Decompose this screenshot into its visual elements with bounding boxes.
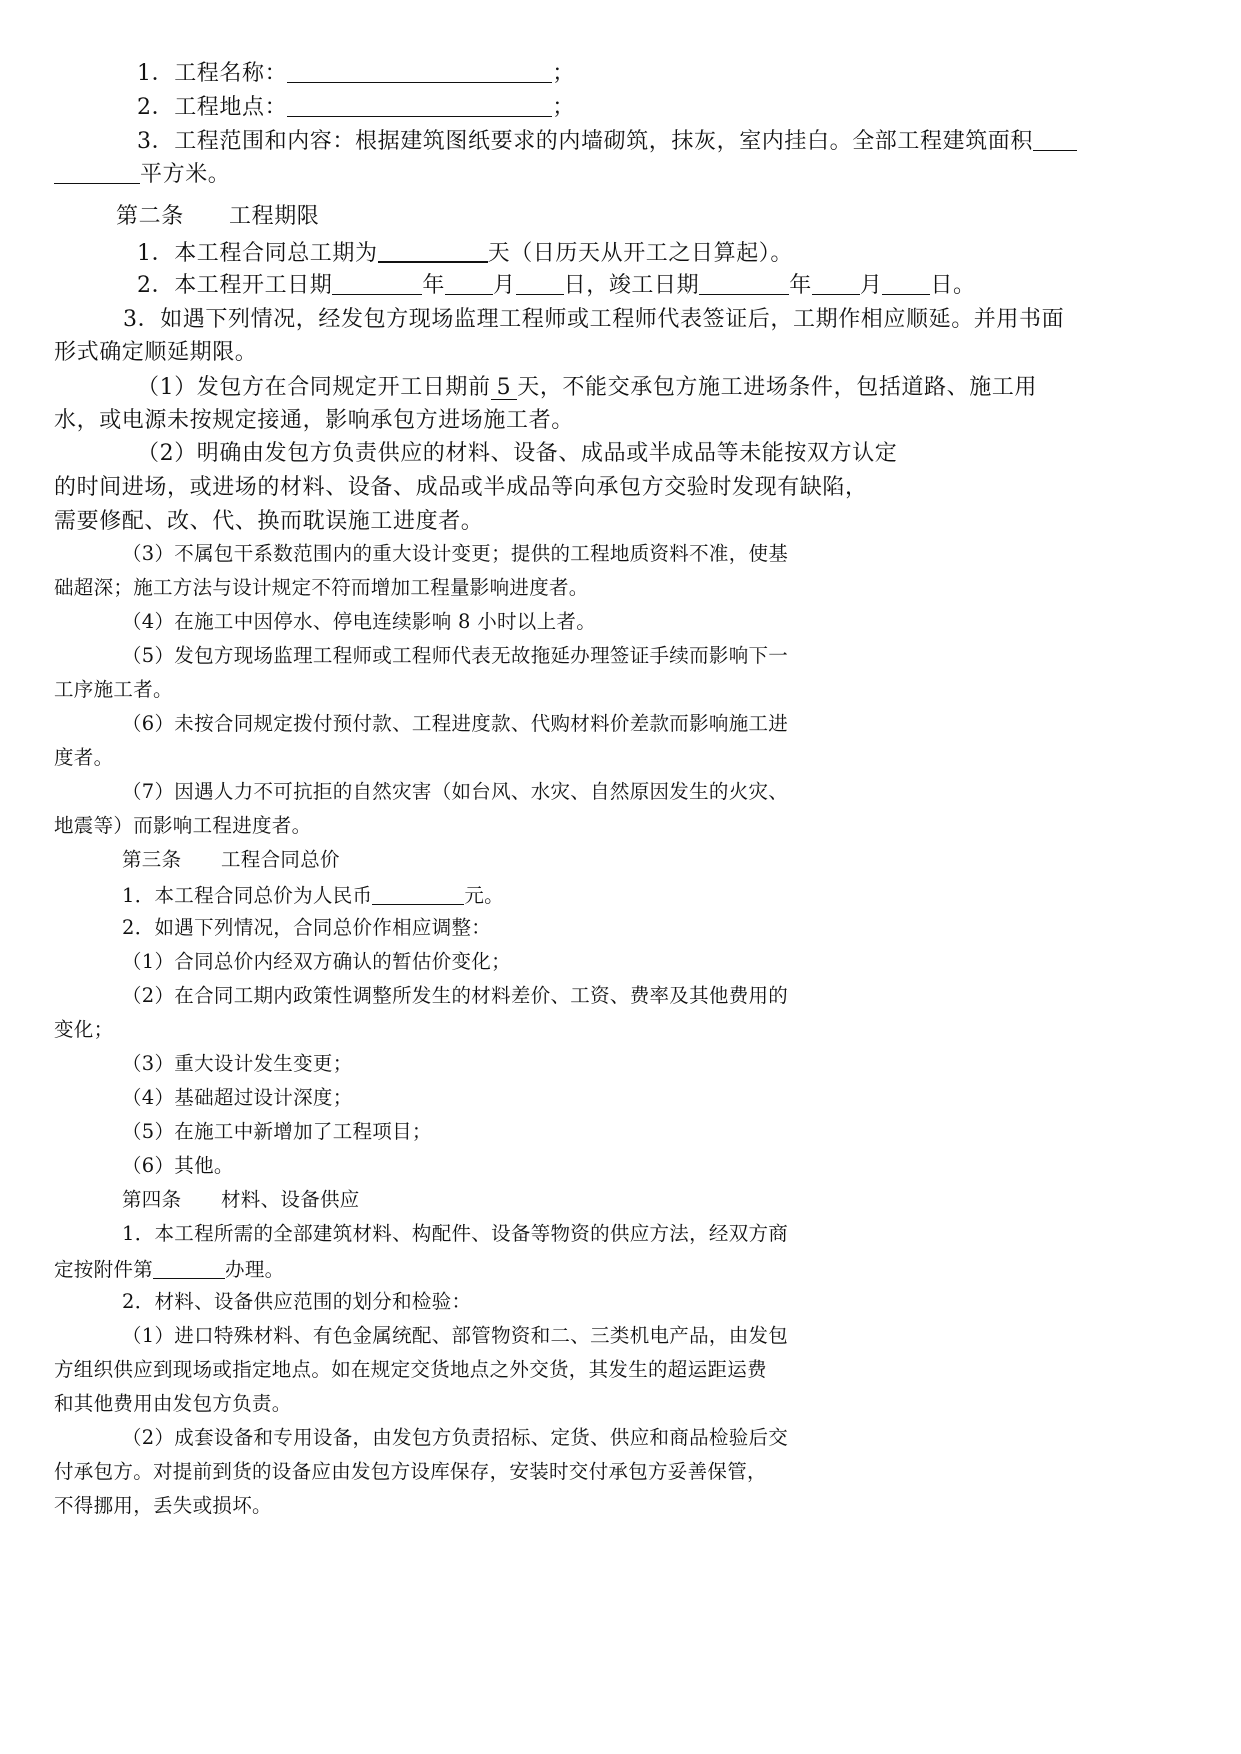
project-scope-line [137, 130, 1077, 153]
extension-clause-line-1: 3．如遇下列情况，经发包方现场监理工程师或工程师代表签证后，工期作相应顺延。并用书面 [123, 307, 1065, 332]
supply-scope-line: 2．材料、设备供应范围的划分和检验： [122, 1290, 472, 1313]
project-name-label: 1．工程名称： [137, 61, 288, 86]
total-duration-line: 1．本工程合同总工期为 天（日历天从开工之日算起）。 [137, 241, 794, 266]
building-area-blank-2[interactable] [54, 163, 140, 184]
item-2-line-3: 需要修配、改、代、换而耽误施工进度者。 [54, 509, 484, 534]
project-scope-text: 3．工程范围和内容：根据建筑图纸要求的内墙砌筑，抹灰，室内挂白。全部工程建筑面积 [137, 129, 1033, 154]
extension-clause-line-2: 形式确定顺延期限。 [54, 340, 258, 365]
item-6-line-2: 度者。 [54, 746, 114, 769]
supply-item-1-line-2: 方组织供应到现场或指定地点。如在规定交货地点之外交货，其发生的超运距运费 [54, 1358, 767, 1381]
item-7-line-2: 地震等）而影响工程进度者。 [54, 814, 312, 837]
supply-item-1-line-1: （1）进口特殊材料、有色金属统配、部管物资和二、三类机电产品，由发包 [122, 1324, 789, 1347]
annex-number-blank[interactable] [153, 1258, 225, 1279]
item-7-line-1: （7）因遇人力不可抗拒的自然灾害（如台风、水灾、自然原因发生的火灾、 [122, 780, 789, 803]
price-item-5: （5）在施工中新增加了工程项目； [122, 1120, 432, 1143]
price-item-2-line-1: （2）在合同工期内政策性调整所发生的材料差价、工资、费率及其他费用的 [122, 984, 789, 1007]
supply-item-2-line-3: 不得挪用，丢失或损坏。 [54, 1494, 272, 1517]
project-location-line: 2．工程地点： ； [137, 95, 575, 120]
item-4-line-1: （4）在施工中因停水、停电连续影响 8 小时以上者。 [122, 610, 597, 633]
item-1-line-2: 水，或电源未按规定接通，影响承包方进场施工者。 [54, 408, 574, 433]
supply-clause-line-2: 定按附件第 办理。 [54, 1258, 285, 1281]
contract-price-line: 1．本工程合同总价为人民币 元。 [122, 884, 504, 907]
article-4-heading: 第四条 材料、设备供应 [122, 1188, 360, 1211]
price-item-4: （4）基础超过设计深度； [122, 1086, 353, 1109]
start-day-blank[interactable] [516, 274, 564, 295]
supply-item-1-line-3: 和其他费用由发包方负责。 [54, 1392, 292, 1415]
start-month-blank[interactable] [445, 274, 493, 295]
article-2-heading: 第二条 工程期限 [116, 204, 320, 229]
item-5-line-1: （5）发包方现场监理工程师或工程师代表无故拖延办理签证手续而影响下一 [122, 644, 789, 667]
item-6-line-1: （6）未按合同规定拨付预付款、工程进度款、代购材料价差款而影响施工进 [122, 712, 789, 735]
contract-price-blank[interactable] [372, 884, 464, 905]
project-scope-line-2: 平方米。 [54, 163, 230, 186]
project-name-line: 1．工程名称： ； [137, 61, 575, 86]
price-item-6: （6）其他。 [122, 1154, 234, 1177]
price-item-1: （1）合同总价内经双方确认的暂估价变化； [122, 950, 511, 973]
price-item-3: （3）重大设计发生变更； [122, 1052, 353, 1075]
end-year-blank[interactable] [699, 274, 789, 295]
end-month-blank[interactable] [812, 274, 860, 295]
start-end-date-line: 2．本工程开工日期 年 月 日，竣工日期 年 月 日。 [137, 273, 976, 298]
project-name-blank[interactable] [287, 62, 552, 83]
supply-item-2-line-1: （2）成套设备和专用设备，由发包方负责招标、定货、供应和商品检验后交 [122, 1426, 789, 1449]
project-location-label: 2．工程地点： [137, 95, 288, 120]
item-5-line-2: 工序施工者。 [54, 678, 173, 701]
start-year-blank[interactable] [332, 274, 422, 295]
lead-days-value: 5 [491, 377, 518, 400]
building-area-blank[interactable] [1033, 130, 1077, 151]
article-3-heading: 第三条 工程合同总价 [122, 848, 340, 871]
item-3-line-2: 础超深；施工方法与设计规定不符而增加工程量影响进度者。 [54, 576, 589, 599]
supply-clause-line-1: 1．本工程所需的全部建筑材料、构配件、设备等物资的供应方法，经双方商 [122, 1222, 789, 1245]
price-item-2-line-2: 变化； [54, 1018, 114, 1041]
price-adjust-line: 2．如遇下列情况，合同总价作相应调整： [122, 916, 492, 939]
item-2-line-2: 的时间进场，或进场的材料、设备、成品或半成品等向承包方交验时发现有缺陷， [54, 475, 868, 500]
project-location-blank[interactable] [287, 96, 552, 117]
total-duration-blank[interactable] [378, 241, 488, 263]
supply-item-2-line-2: 付承包方。对提前到货的设备应由发包方设库保存，安装时交付承包方妥善保管， [54, 1460, 767, 1483]
item-1-line-1: （1）发包方在合同规定开工日期前 5 天，不能交承包方施工进场条件，包括道路、施工用 [137, 375, 1038, 400]
item-2-line-1: （2）明确由发包方负责供应的材料、设备、成品或半成品等未能按双方认定 [137, 441, 898, 466]
end-day-blank[interactable] [882, 274, 930, 295]
item-3-line-1: （3）不属包干系数范围内的重大设计变更；提供的工程地质资料不准，使基 [122, 542, 789, 565]
